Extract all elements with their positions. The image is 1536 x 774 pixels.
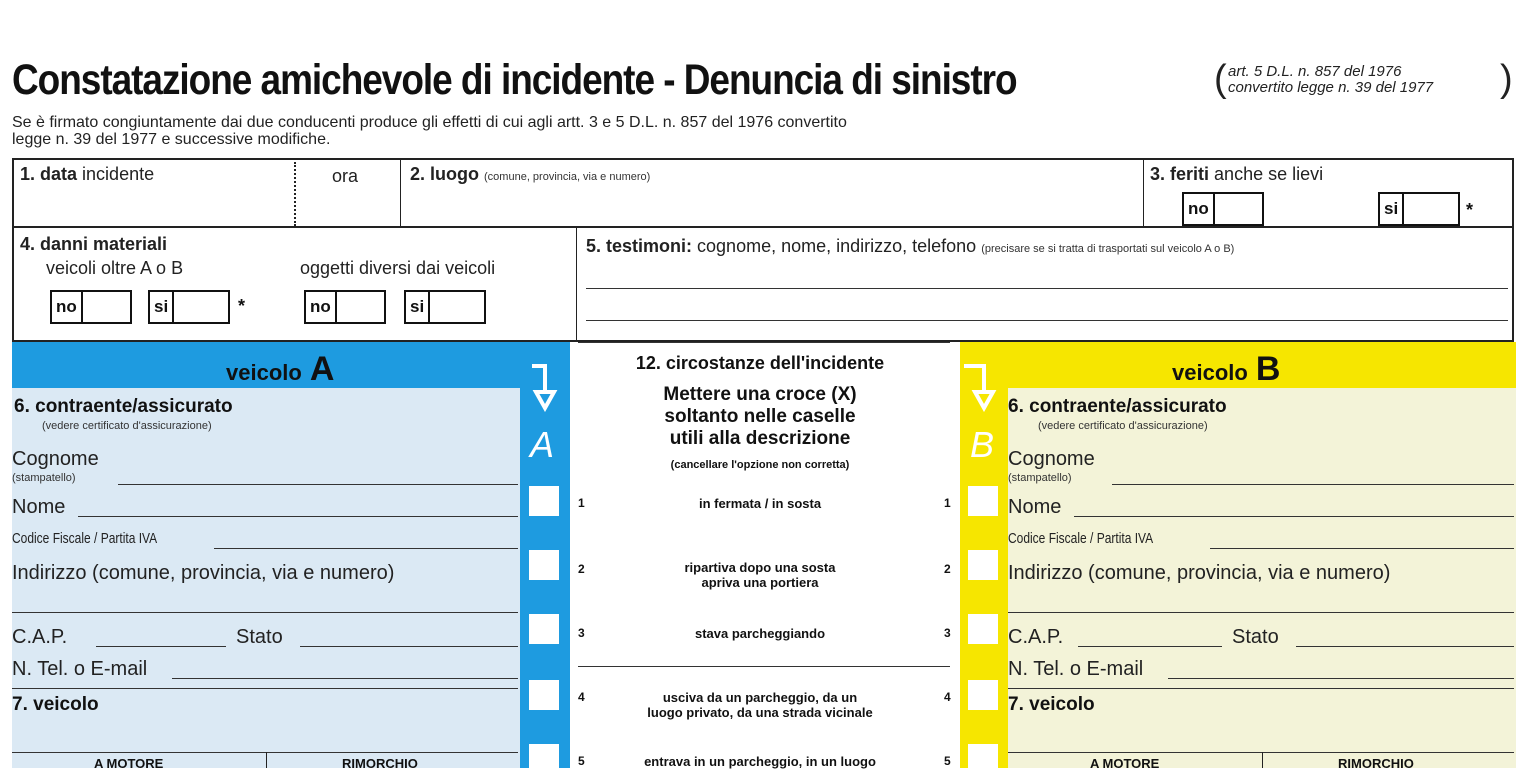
a-indirizzo-line[interactable] [12,612,518,613]
b-indirizzo-label: Indirizzo (comune, provincia, via e numero) [1008,562,1391,584]
b-circ-checkbox-1[interactable] [968,486,998,516]
b-stampatello-hint: (stampatello) [1008,472,1072,484]
circ-num-2-a: 2 [578,562,585,576]
b-cognome-line[interactable] [1112,484,1514,485]
reference-line2: convertito legge n. 39 del 1977 [1228,79,1434,96]
b-indirizzo-line[interactable] [1008,612,1514,613]
b-table-top [1008,752,1514,753]
circ-instructions [600,384,920,450]
objects-no-label: no [306,292,337,322]
vehicles-no-label: no [52,292,83,322]
a-cf-line[interactable] [214,548,518,549]
place-field-label: 2. luogo (comune, provincia, via e numero) [410,164,651,184]
circ-instruction-2: soltanto nelle caselle [664,406,856,427]
a-circ-checkbox-5[interactable] [529,744,559,774]
objects-yes-label: si [406,292,430,322]
objects-no-checkbox[interactable] [304,290,386,324]
circ-num-5-b: 5 [944,754,951,768]
circ-num-4-a: 4 [578,690,585,704]
a-cf-label: Codice Fiscale / Partita IVA [12,530,158,547]
b-circ-checkbox-4[interactable] [968,680,998,710]
a-nome-line[interactable] [78,516,518,517]
date-field-label: 1. data incidente [20,164,155,184]
injured-yes-label: si [1380,194,1404,224]
a-stato-line[interactable] [300,646,518,647]
date-input-area[interactable] [12,190,292,226]
row1-divider-1 [400,158,401,228]
a-indirizzo-label: Indirizzo (comune, provincia, via e numero) [12,562,395,584]
a-motore-label: A MOTORE [94,756,164,771]
circ-item-1 [600,496,920,511]
circ-item-5-text: entrava in un parcheggio, in un luogo [644,754,876,769]
circ-item-1-text: in fermata / in sosta [698,496,822,511]
b-circ-checkbox-2[interactable] [968,550,998,580]
a-circ-checkbox-2[interactable] [529,550,559,580]
a-circ-checkbox-4[interactable] [529,680,559,710]
vehicle-a-title: veicolo A [226,350,335,388]
a-stampatello-hint: (stampatello) [12,472,76,484]
b-section6-hint: (vedere certificato d'assicurazione) [1038,420,1208,432]
circ-num-2-b: 2 [944,562,951,576]
circ-item-3 [600,626,920,641]
circ-instruction-1: Mettere una croce (X) [663,384,857,405]
circ-item-3-text: stava parcheggiando [694,626,826,641]
date-time-divider [294,162,296,226]
circ-item-5 [600,754,920,769]
strip-letter-b: B [970,424,995,465]
strip-letter-a: A [530,424,555,465]
circ-top-line [578,342,950,343]
legal-reference [1214,58,1513,100]
injured-field-label: 3. feriti anche se lievi [1150,164,1324,184]
injured-no-checkbox[interactable] [1182,192,1264,226]
subtitle-line2: legge n. 39 del 1977 e successive modifiche. [12,131,331,148]
b-nome-line[interactable] [1074,516,1514,517]
place-input-area[interactable] [404,190,1140,226]
circ-title: 12. circostanze dell'incidente [635,353,885,373]
b-motore-label: A MOTORE [1090,756,1160,771]
a-tel-label: N. Tel. o E-mail [12,658,148,680]
a-section7-title: 7. veicolo [12,694,99,715]
circ-num-5-a: 5 [578,754,585,768]
witness-line-2[interactable] [586,320,1508,321]
circ-item-4-text-2: luogo privato, da una strada vicinale [647,705,873,720]
witnesses-label: 5. testimoni: cognome, nome, indirizzo, telefono (precisare se si tratta di trasportati sul veicolo A o B) [586,236,1235,256]
a-sep-line [12,688,518,689]
circ-item-2-text-2: apriva una portiera [701,575,819,590]
arrow-down-icon [962,364,998,412]
a-table-top [12,752,518,753]
b-sep-line [1008,688,1514,689]
row1-divider-2 [1143,158,1144,228]
time-input-area[interactable] [298,190,398,226]
b-rimorchio-label: RIMORCHIO [1338,756,1414,771]
b-cap-line[interactable] [1078,646,1222,647]
other-objects-label: oggetti diversi dai veicoli [300,258,496,278]
time-label: ora [332,166,359,186]
b-stato-label: Stato [1232,626,1279,648]
a-cognome-line[interactable] [118,484,518,485]
b-table-divider [1262,752,1263,768]
circ-num-4-b: 4 [944,690,951,704]
reference-line1: art. 5 D.L. n. 857 del 1976 [1228,63,1402,80]
open-paren: ( [1214,58,1227,100]
a-rimorchio-label: RIMORCHIO [342,756,418,771]
circ-item-4-text-1: usciva da un parcheggio, da un [662,690,858,705]
b-cf-label: Codice Fiscale / Partita IVA [1008,530,1154,547]
close-paren: ) [1500,58,1513,100]
subtitle-line1: Se è firmato congiuntamente dai due conducenti produce gli effetti di cui agli artt. 3 e 5 D.L. n. 857 del 1976 convertito [12,114,847,131]
objects-yes-checkbox[interactable] [404,290,486,324]
form-subtitle [12,114,1132,148]
arrow-down-icon [528,364,562,412]
b-section6-title: 6. contraente/assicurato [1008,396,1227,417]
b-cap-label: C.A.P. [1008,626,1064,648]
a-nome-label: Nome [12,496,66,518]
circ-instruction-3: utili alla descrizione [669,428,851,449]
circ-num-1-a: 1 [578,496,585,510]
a-cap-label: C.A.P. [12,626,68,648]
circ-item-2 [600,560,920,590]
asterisk-mark: * [1466,200,1474,220]
a-section6-title: 6. contraente/assicurato [14,396,233,417]
circ-num-3-a: 3 [578,626,585,640]
circ-item-2-text-1: ripartiva dopo una sosta [684,560,836,575]
a-cap-line[interactable] [96,646,226,647]
vehicles-no-checkbox[interactable] [50,290,132,324]
vehicle-b-title: veicolo B [1172,350,1281,388]
b-circ-checkbox-5[interactable] [968,744,998,774]
a-circ-checkbox-3[interactable] [529,614,559,644]
b-cognome-label: Cognome [1008,448,1095,470]
injured-no-label: no [1184,194,1215,224]
circ-num-1-b: 1 [944,496,951,510]
circ-num-3-b: 3 [944,626,951,640]
a-cognome-label: Cognome [12,448,99,470]
witness-line-1[interactable] [586,288,1508,289]
form-title: Constatazione amichevole di incidente - Denuncia di sinistro [12,56,1017,104]
a-tel-line[interactable] [172,678,518,679]
a-stato-label: Stato [236,626,283,648]
row2-divider [576,228,577,342]
other-vehicles-label: veicoli oltre A o B [46,258,184,278]
injured-yes-checkbox[interactable] [1378,192,1460,226]
b-tel-line[interactable] [1168,678,1514,679]
a-section6-hint: (vedere certificato d'assicurazione) [42,420,212,432]
b-cf-line[interactable] [1210,548,1514,549]
damage-title: 4. danni materiali [20,234,168,254]
a-table-divider [266,752,267,768]
vehicles-yes-label: si [150,292,174,322]
circ-item-4 [600,690,920,720]
b-stato-line[interactable] [1296,646,1514,647]
circ-divider [578,666,950,667]
b-nome-label: Nome [1008,496,1062,518]
vehicles-yes-checkbox[interactable] [148,290,230,324]
b-circ-checkbox-3[interactable] [968,614,998,644]
asterisk-mark-2: * [238,296,246,316]
a-circ-checkbox-1[interactable] [529,486,559,516]
circ-note: (cancellare l'opzione non corretta) [670,459,850,471]
b-section7-title: 7. veicolo [1008,694,1095,715]
b-tel-label: N. Tel. o E-mail [1008,658,1144,680]
